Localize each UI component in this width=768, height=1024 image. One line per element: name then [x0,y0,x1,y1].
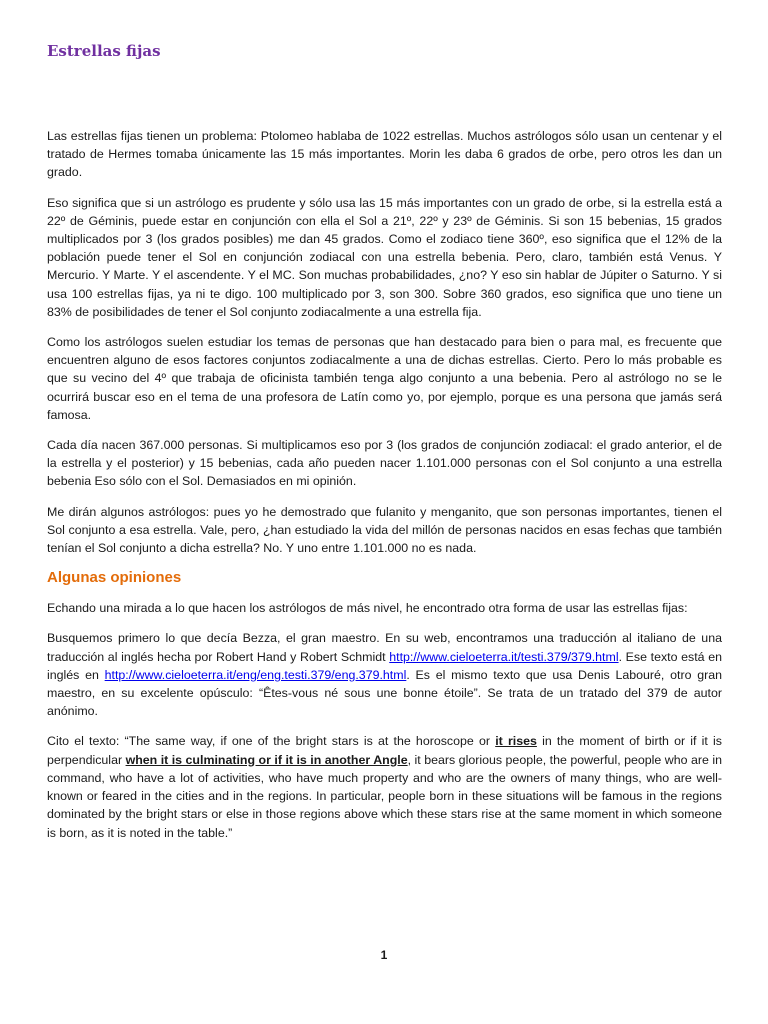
page-title: Estrellas fijas [47,42,161,60]
section-heading: Algunas opiniones [47,569,182,587]
paragraph-1: Las estrellas fijas tienen un problema: Ptolomeo hablaba de 1022 estrellas. Muchos astrólogos sólo usan un centenar y el tratado de Hermes tomaba únicamente las 15 más importantes. Morin les daba 6 grados de orbe, pero otros les dan un grado. [47,129,722,180]
paragraph-2: Eso significa que si un astrólogo es prudente y sólo usa las 15 más importantes con un grado de orbe, si la estrella está a 22º de Géminis, puede estar en conjunción con ella el Sol a 21º, 22º y 23º de Géminis. Si son 15 bebenias, 15 grados multiplicados por 3 (los grados posibles) me dan 45 grados. Como el zodiaco tiene 360º, eso significa que el 12% de la población puede tener el Sol en conjunción zodiacal con una estrella bebenia. Pero, claro, también está Venus. Y Mercurio. Y Marte. Y el ascendente. Y el MC. Son muchas probabilidades, ¿no? Y eso sin hablar de Júpiter o Saturno. Y si usa 100 estrellas fijas, ya ni te digo. 100 multiplicado por 3, son 300. Sobre 360 grados, eso significa que uno tiene un 83% de posibilidades de tener el Sol conjunto zodiacalmente a una estrella fija. [47,195,722,319]
paragraph-6: Echando una mirada a lo que hacen los astrólogos de más nivel, he encontrado otra forma de usar las estrellas fijas: [47,601,688,616]
paragraph-8 [47,732,722,841]
cieloeterra-english-link[interactable]: http://www.cieloeterra.it/eng/eng.testi.379/eng.379.html [104,667,407,682]
paragraph-4: Cada día nacen 367.000 personas. Si multiplicamos eso por 3 (los grados de conjunción zodiacal: el grado anterior, el de la estrella y el posterior) y 15 bebenias, cada año pueden nacer 1.101.000 personas con el Sol conjunto a una estrella bebenia Eso sólo con el Sol. Demasiados en mi opinión. [47,438,722,489]
body-text [47,127,722,854]
paragraph-3: Como los astrólogos suelen estudiar los temas de personas que han destacado para bien o para mal, es frecuente que encuentren alguno de esos factores conjuntos zodiacalmente a una de dichas estrellas. Cierto. Pero lo más probable es que su vecino del 4º que trabaja de oficinista también tenga algo conjunto a una bebenia. Pero al astrólogo no se le ocurrirá buscar eso en el tema de una profesora de Latín como yo, por ejemplo, porque es una persona que jamás será famosa. [47,335,722,422]
underlined-culminating: when it is culminating or if it is in another Angle [125,752,408,767]
paragraph-8-text-c: , it bears glorious people, the powerful, people who are in command, who have a lot of activities, who have much property and who are the owners of many things, who are well-known or feared in the cities and in the regions. In particular, people born in these situations will be famous in the regions dominated by the bright stars or else in those regions above which these stars rise at the same moment in which someone is born, as it is noted in the table.” [47,752,723,840]
paragraph-7 [47,629,722,720]
paragraph-5: Me dirán algunos astrólogos: pues yo he demostrado que fulanito y menganito, que son personas importantes, tienen el Sol conjunto a esa estrella. Vale, pero, ¿han estudiado la vida del millón de personas nacidos en esas fechas que también tenían el Sol conjunto a dicha estrella? No. Y uno entre 1.101.000 no es nada. [47,504,722,556]
paragraph-7-text-c: . Es el mismo texto que usa Denis Labouré, otro gran maestro, en su excelente opúsculo: “Êtes-vous né sous une bonne étoile”. Se trata de un tratado del 379 de autor anónimo. [47,667,722,719]
cieloeterra-italian-link[interactable]: http://www.cieloeterra.it/testi.379/379.html [389,649,619,664]
paragraph-7-text-a: Busquemos primero lo que decía Bezza, el gran maestro. En su web, encontramos una traducción al italiano de una traducción al inglés hecha por Robert Hand y Robert Schmidt [47,631,722,664]
paragraph-8-text-b: in the moment of birth or if it is perpendicular [47,734,723,767]
page-number: 1 [380,948,388,962]
underlined-it-rises: it rises [495,734,537,749]
paragraph-8-text-a: Cito el texto: “The same way, if one of the bright stars is at the horoscope or [47,734,496,749]
paragraph-7-text-b: . Ese texto está en inglés en [47,649,723,682]
